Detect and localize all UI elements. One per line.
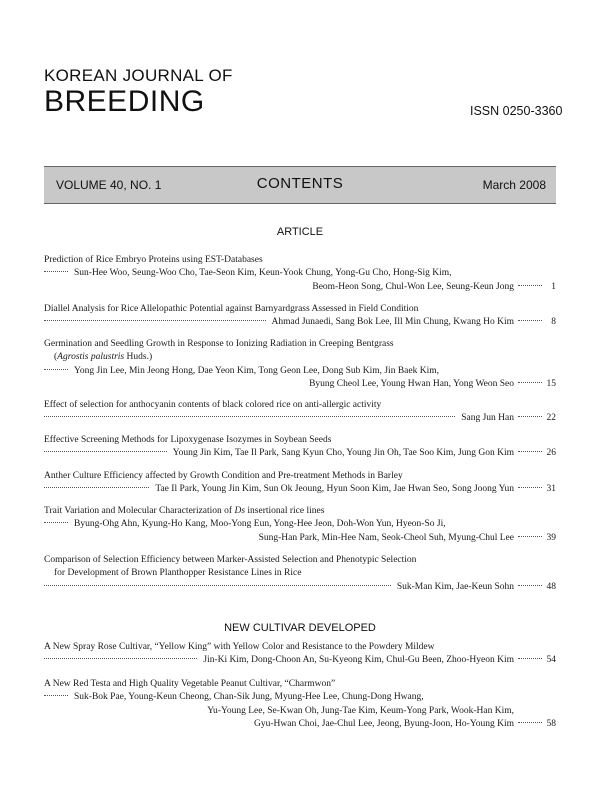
entry-title: for Development of Brown Planthopper Resistance Lines in Rice — [54, 568, 302, 579]
entry-authors: Yu-Young Lee, Se-Kwan Oh, Jung-Tae Kim, Keum-Yong Park, Wook-Han Kim, — [207, 705, 514, 716]
page-number: 31 — [546, 484, 556, 495]
leader-dots — [518, 320, 542, 321]
toc-entry[interactable] — [44, 505, 556, 545]
entry-authors: Young Jin Kim, Tae Il Park, Sang Kyun Cho, Young Jin Oh, Tae Soo Kim, Jung Gon Kim — [172, 448, 514, 459]
leader-dots — [518, 382, 542, 383]
entry-authors: Jin-Ki Kim, Dong-Choon An, Su-Kyeong Kim, Chul-Gu Been, Zhoo-Hyeon Kim — [203, 655, 514, 666]
entry-authors: Suk-Man Kim, Jae-Keun Sohn — [396, 581, 514, 592]
leader-dots — [518, 487, 542, 488]
entry-authors: Ahmad Junaedi, Sang Bok Lee, Ill Min Chung, Kwang Ho Kim — [271, 317, 514, 328]
entry-title: A New Red Testa and High Quality Vegetable Peanut Cultivar, “Charmwon” — [44, 679, 336, 689]
leader-dots — [44, 658, 197, 659]
author-line — [44, 518, 556, 531]
author-line — [44, 447, 556, 460]
leader-dots — [44, 522, 68, 523]
page-number: 22 — [546, 413, 556, 424]
section-heading-cultivar: NEW CULTIVAR DEVELOPED — [224, 622, 376, 634]
leader-dots — [518, 722, 542, 723]
entry-title: Anther Culture Efficiency affected by Growth Condition and Pre-treatment Methods in Barley — [44, 471, 403, 481]
entry-authors: Sang Jun Han — [461, 413, 514, 424]
entry-authors: Sung-Han Park, Min-Hee Nam, Seok-Cheol Suh, Myung-Chul Lee — [258, 532, 514, 543]
toc-entry[interactable] — [44, 254, 556, 294]
section-heading-article: ARTICLE — [276, 226, 324, 238]
leader-dots — [44, 585, 391, 586]
leader-dots — [44, 320, 266, 321]
entry-title: Germination and Seedling Growth in Response to Ionizing Radiation in Creeping Bentgrass — [44, 339, 394, 349]
leader-dots — [518, 658, 542, 659]
leader-dots — [44, 695, 68, 696]
author-line — [44, 316, 556, 329]
entry-authors: Gyu-Hwan Choi, Jae-Chul Lee, Jeong, Byung-Joon, Ho-Young Kim — [253, 719, 514, 730]
entry-title: Prediction of Rice Embryo Proteins using EST-Databases — [44, 255, 263, 265]
entry-title: Effective Screening Methods for Lipoxygenase Isozymes in Soybean Seeds — [44, 435, 332, 445]
toc-entry[interactable] — [44, 641, 556, 668]
toc-entry[interactable] — [44, 678, 556, 732]
issn: ISSN 0250-3360 — [470, 104, 563, 118]
toc-entry[interactable] — [44, 470, 556, 497]
page-number: 26 — [546, 448, 556, 459]
leader-dots — [44, 451, 167, 452]
issue-date: March 2008 — [482, 178, 546, 192]
entry-title: Comparison of Selection Efficiency between Marker-Assisted Selection and Phenotypic Selection — [44, 555, 417, 565]
author-line — [44, 378, 556, 391]
leader-dots — [44, 416, 455, 417]
page-number: 54 — [546, 655, 556, 666]
entry-authors: Yong Jin Lee, Min Jeong Hong, Dae Yeon Kim, Tong Geon Lee, Dong Sub Kim, Jin Baek Kim, — [74, 365, 439, 376]
toc-entry[interactable] — [44, 303, 556, 330]
entry-title: A New Spray Rose Cultivar, “Yellow King” with Yellow Color and Resistance to the Powdery Mildew — [44, 642, 435, 652]
author-line — [44, 654, 556, 667]
entry-authors: Tae Il Park, Young Jin Kim, Sun Ok Jeoung, Hyun Soon Kim, Jae Hwan Seo, Song Joong Yun — [155, 484, 514, 495]
entry-title: Trait Variation and Molecular Characterization of Ds insertional rice lines — [44, 506, 325, 516]
entry-authors: Byung-Ohg Ahn, Kyung-Ho Kang, Moo-Yong Eun, Yong-Hee Jeon, Doh-Won Yun, Hyeon-So Ji, — [74, 519, 446, 530]
leader-dots — [518, 285, 542, 286]
toc-entry[interactable] — [44, 338, 556, 392]
leader-dots — [518, 536, 542, 537]
page-number: 1 — [551, 281, 556, 292]
author-line — [44, 581, 556, 594]
toc-entry[interactable] — [44, 434, 556, 461]
leader-dots — [518, 416, 542, 417]
page-number: 15 — [546, 379, 556, 390]
entry-title: (Agrostis palustris Huds.) — [54, 352, 153, 363]
author-line — [44, 412, 556, 425]
toc-entry[interactable] — [44, 554, 556, 594]
page-number: 48 — [546, 581, 556, 592]
journal-title-line2: BREEDING — [44, 85, 205, 118]
entry-authors: Beom-Heon Song, Chul-Won Lee, Seung-Keun Jong — [312, 281, 514, 292]
page-number: 39 — [546, 532, 556, 543]
entry-title: Diallel Analysis for Rice Allelopathic Potential against Barnyardgrass Assessed in Field Condition — [44, 304, 419, 314]
page-number: 8 — [551, 317, 556, 328]
leader-dots — [518, 585, 542, 586]
entry-authors: Suk-Bok Pae, Young-Keun Cheong, Chan-Sik Jung, Myung-Hee Lee, Chung-Dong Hwang, — [74, 692, 424, 703]
leader-dots — [44, 271, 68, 272]
author-line — [44, 705, 556, 718]
volume-issue: VOLUME 40, NO. 1 — [56, 178, 162, 192]
author-line — [44, 281, 556, 294]
contents-band — [44, 166, 556, 204]
page-number: 58 — [546, 719, 556, 730]
masthead — [44, 66, 564, 118]
author-line — [44, 365, 556, 378]
contents-heading: CONTENTS — [256, 175, 344, 192]
leader-dots — [518, 451, 542, 452]
leader-dots — [44, 487, 149, 488]
journal-title-line1: KOREAN JOURNAL OF — [44, 66, 233, 85]
entry-authors: Sun-Hee Woo, Seung-Woo Cho, Tae-Seon Kim, Keun-Yook Chung, Yong-Gu Cho, Hong-Sig Kim, — [74, 268, 452, 279]
author-line — [44, 267, 556, 280]
author-line — [44, 483, 556, 496]
leader-dots — [44, 369, 68, 370]
entry-authors: Byung Cheol Lee, Young Hwan Han, Yong Weon Seo — [309, 379, 514, 390]
author-line — [44, 532, 556, 545]
author-line — [44, 691, 556, 704]
author-line — [44, 718, 556, 731]
entry-title: Effect of selection for anthocyanin contents of black colored rice on anti-allergic activity — [44, 400, 382, 410]
toc-entry[interactable] — [44, 399, 556, 426]
